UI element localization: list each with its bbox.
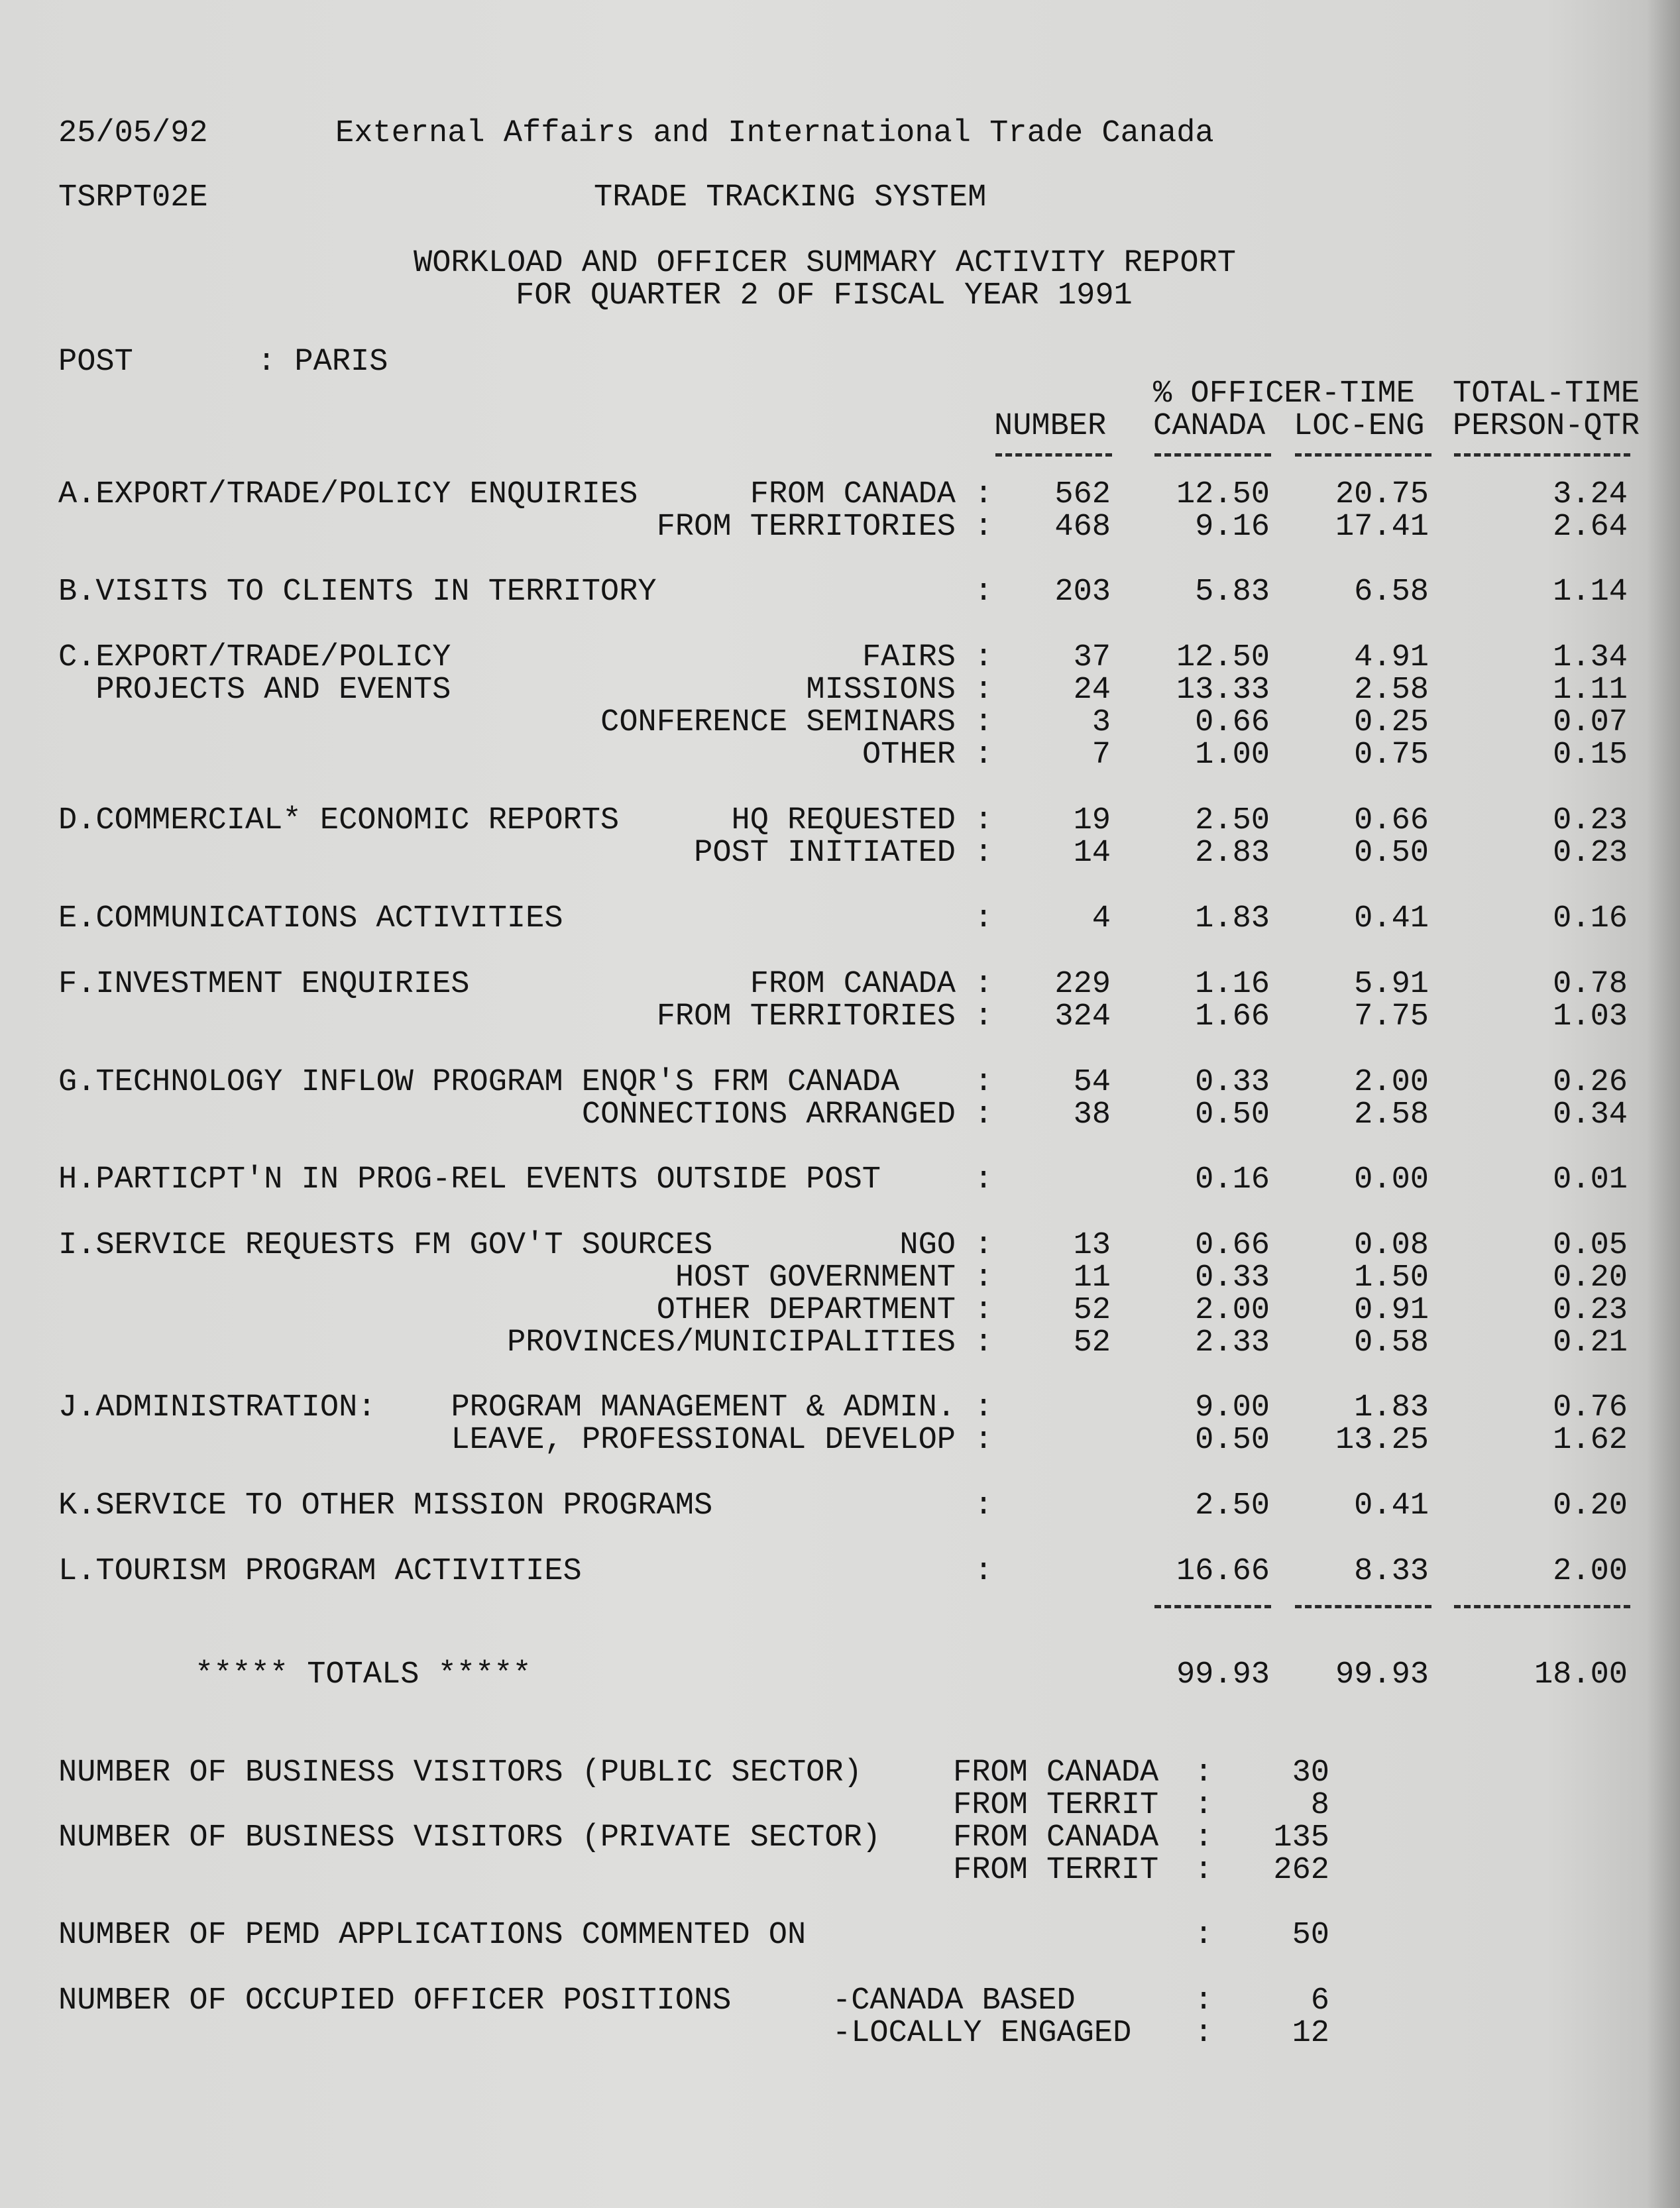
row-person-qtr: 2.64 [1553, 510, 1628, 545]
totals-rule-loceng [1295, 1605, 1431, 1608]
footer-value: 8 [1310, 1788, 1329, 1823]
row-label: H.PARTICPT'N IN PROG-REL EVENTS OUTSIDE POST [58, 1162, 881, 1197]
row-canada-pct: 12.50 [1176, 477, 1270, 512]
row-sublabel: PROVINCES/MUNICIPALITIES [507, 1325, 956, 1360]
row-colon: : [974, 1293, 993, 1328]
row-number: 38 [1073, 1097, 1111, 1132]
row-label: B.VISITS TO CLIENTS IN TERRITORY [58, 575, 657, 610]
footer-sublabel: FROM TERRIT [953, 1788, 1159, 1823]
report-date: 25/05/92 [58, 116, 208, 151]
row-person-qtr: 0.16 [1553, 901, 1628, 936]
row-colon: : [974, 705, 993, 740]
row-number: 13 [1073, 1228, 1111, 1263]
row-number: 324 [1054, 999, 1111, 1034]
person-qtr-column-header: PERSON-QTR [1453, 409, 1640, 444]
row-loceng-pct: 0.41 [1354, 1488, 1429, 1523]
loceng-column-header: LOC-ENG [1294, 409, 1425, 444]
row-loceng-pct: 17.41 [1335, 510, 1429, 545]
row-label: G.TECHNOLOGY INFLOW PROGRAM ENQR'S FRM CANADA [58, 1065, 900, 1100]
row-label: F.INVESTMENT ENQUIRIES [58, 967, 470, 1002]
officer-time-header: % OFFICER-TIME [1153, 376, 1415, 412]
row-loceng-pct: 0.66 [1354, 803, 1429, 838]
totals-loceng: 99.93 [1335, 1657, 1429, 1692]
row-colon: : [974, 575, 993, 610]
row-number: 52 [1073, 1325, 1111, 1360]
row-person-qtr: 0.23 [1553, 803, 1628, 838]
row-colon: : [974, 673, 993, 708]
row-loceng-pct: 20.75 [1335, 477, 1429, 512]
canada-column-header: CANADA [1153, 409, 1266, 444]
footer-colon: : [1194, 1853, 1213, 1888]
row-colon: : [974, 640, 993, 675]
row-person-qtr: 0.21 [1553, 1325, 1628, 1360]
row-person-qtr: 1.03 [1553, 999, 1628, 1034]
row-canada-pct: 2.50 [1195, 1488, 1270, 1523]
row-label: PROJECTS AND EVENTS [58, 673, 451, 708]
row-label: C.EXPORT/TRADE/POLICY [58, 640, 451, 675]
row-loceng-pct: 0.91 [1354, 1293, 1429, 1328]
row-colon: : [974, 1554, 993, 1589]
row-canada-pct: 0.33 [1195, 1260, 1270, 1296]
row-colon: : [974, 1390, 993, 1425]
footer-value: 30 [1292, 1755, 1329, 1791]
totals-rule-canada [1154, 1605, 1271, 1608]
row-canada-pct: 2.33 [1195, 1325, 1270, 1360]
row-loceng-pct: 0.00 [1354, 1162, 1429, 1197]
row-sublabel: NGO [899, 1228, 956, 1263]
row-loceng-pct: 2.00 [1354, 1065, 1429, 1100]
row-person-qtr: 0.78 [1553, 967, 1628, 1002]
row-colon: : [974, 477, 993, 512]
footer-value: 135 [1273, 1820, 1329, 1855]
row-person-qtr: 0.07 [1553, 705, 1628, 740]
row-number: 24 [1073, 673, 1111, 708]
footer-label: NUMBER OF BUSINESS VISITORS (PUBLIC SECTOR) [58, 1755, 862, 1791]
row-number: 54 [1073, 1065, 1111, 1100]
row-number: 19 [1073, 803, 1111, 838]
row-sublabel: FROM TERRITORIES [656, 510, 956, 545]
row-loceng-pct: 0.75 [1354, 738, 1429, 773]
row-canada-pct: 16.66 [1176, 1554, 1270, 1589]
header-underline-loceng [1295, 453, 1431, 457]
row-label: I.SERVICE REQUESTS FM GOV'T SOURCES [58, 1228, 713, 1263]
row-label: A.EXPORT/TRADE/POLICY ENQUIRIES [58, 477, 638, 512]
row-number: 229 [1054, 967, 1111, 1002]
header-underline-canada [1154, 453, 1271, 457]
row-sublabel: PROGRAM MANAGEMENT & ADMIN. [451, 1390, 956, 1425]
row-colon: : [974, 836, 993, 871]
totals-rule-person [1454, 1605, 1630, 1608]
row-person-qtr: 0.20 [1553, 1488, 1628, 1523]
row-loceng-pct: 4.91 [1354, 640, 1429, 675]
organization-name: External Affairs and International Trade Canada [335, 116, 1214, 151]
row-sublabel: FAIRS [862, 640, 956, 675]
row-canada-pct: 0.16 [1195, 1162, 1270, 1197]
row-person-qtr: 1.14 [1553, 575, 1628, 610]
row-person-qtr: 1.11 [1553, 673, 1628, 708]
report-title: WORKLOAD AND OFFICER SUMMARY ACTIVITY REPORT [414, 246, 1237, 281]
totals-person-qtr: 18.00 [1534, 1657, 1628, 1692]
row-label: J.ADMINISTRATION: [58, 1390, 376, 1425]
row-loceng-pct: 1.83 [1354, 1390, 1429, 1425]
row-loceng-pct: 8.33 [1354, 1554, 1429, 1589]
footer-label: NUMBER OF BUSINESS VISITORS (PRIVATE SECTOR) [58, 1820, 881, 1855]
row-sublabel: CONFERENCE SEMINARS [600, 705, 956, 740]
row-canada-pct: 9.16 [1195, 510, 1270, 545]
row-number: 52 [1073, 1293, 1111, 1328]
report-code: TSRPT02E [58, 180, 208, 215]
system-name: TRADE TRACKING SYSTEM [594, 180, 987, 215]
row-loceng-pct: 13.25 [1335, 1423, 1429, 1458]
row-canada-pct: 1.66 [1195, 999, 1270, 1034]
row-colon: : [974, 1325, 993, 1360]
post-value: : PARIS [257, 345, 388, 380]
row-colon: : [974, 999, 993, 1034]
row-colon: : [974, 1097, 993, 1132]
row-label: D.COMMERCIAL* ECONOMIC REPORTS [58, 803, 620, 838]
row-number: 14 [1073, 836, 1111, 871]
footer-sublabel: -LOCALLY ENGAGED [832, 2016, 1132, 2051]
row-sublabel: FROM CANADA [750, 477, 956, 512]
row-label: L.TOURISM PROGRAM ACTIVITIES [58, 1554, 582, 1589]
row-canada-pct: 0.66 [1195, 705, 1270, 740]
row-person-qtr: 2.00 [1553, 1554, 1628, 1589]
footer-colon: : [1194, 1755, 1213, 1791]
footer-label: NUMBER OF OCCUPIED OFFICER POSITIONS [58, 1983, 732, 2018]
footer-colon: : [1194, 2016, 1213, 2051]
report-subtitle: FOR QUARTER 2 OF FISCAL YEAR 1991 [516, 278, 1133, 313]
footer-value: 6 [1310, 1983, 1329, 2018]
footer-value: 12 [1292, 2016, 1329, 2051]
row-canada-pct: 13.33 [1176, 673, 1270, 708]
row-canada-pct: 2.50 [1195, 803, 1270, 838]
row-canada-pct: 0.50 [1195, 1097, 1270, 1132]
row-person-qtr: 1.34 [1553, 640, 1628, 675]
row-loceng-pct: 5.91 [1354, 967, 1429, 1002]
row-canada-pct: 0.66 [1195, 1228, 1270, 1263]
totals-canada: 99.93 [1176, 1657, 1270, 1692]
totals-label: ***** TOTALS ***** [195, 1657, 532, 1692]
row-label: E.COMMUNICATIONS ACTIVITIES [58, 901, 563, 936]
row-sublabel: OTHER DEPARTMENT [656, 1293, 956, 1328]
row-sublabel: MISSIONS [806, 673, 956, 708]
row-number: 562 [1054, 477, 1111, 512]
footer-colon: : [1194, 1820, 1213, 1855]
row-person-qtr: 0.34 [1553, 1097, 1628, 1132]
row-loceng-pct: 0.50 [1354, 836, 1429, 871]
row-colon: : [974, 901, 993, 936]
row-canada-pct: 5.83 [1195, 575, 1270, 610]
row-colon: : [974, 803, 993, 838]
row-canada-pct: 12.50 [1176, 640, 1270, 675]
row-label: K.SERVICE TO OTHER MISSION PROGRAMS [58, 1488, 713, 1523]
row-colon: : [974, 1260, 993, 1296]
footer-label: NUMBER OF PEMD APPLICATIONS COMMENTED ON [58, 1918, 807, 1953]
row-loceng-pct: 2.58 [1354, 673, 1429, 708]
row-person-qtr: 1.62 [1553, 1423, 1628, 1458]
row-person-qtr: 0.76 [1553, 1390, 1628, 1425]
header-underline-number [995, 453, 1112, 457]
row-person-qtr: 0.23 [1553, 1293, 1628, 1328]
row-person-qtr: 0.05 [1553, 1228, 1628, 1263]
row-canada-pct: 9.00 [1195, 1390, 1270, 1425]
row-loceng-pct: 1.50 [1354, 1260, 1429, 1296]
row-loceng-pct: 0.25 [1354, 705, 1429, 740]
row-number: 4 [1092, 901, 1111, 936]
footer-colon: : [1194, 1983, 1213, 2018]
row-number: 7 [1092, 738, 1111, 773]
row-sublabel: LEAVE, PROFESSIONAL DEVELOP [451, 1423, 956, 1458]
footer-sublabel: FROM CANADA [953, 1755, 1159, 1791]
footer-value: 262 [1273, 1853, 1329, 1888]
row-canada-pct: 2.00 [1195, 1293, 1270, 1328]
footer-sublabel: FROM TERRIT [953, 1853, 1159, 1888]
footer-value: 50 [1292, 1918, 1329, 1953]
row-colon: : [974, 967, 993, 1002]
footer-sublabel: FROM CANADA [953, 1820, 1159, 1855]
row-number: 3 [1092, 705, 1111, 740]
row-sublabel: FROM TERRITORIES [656, 999, 956, 1034]
row-loceng-pct: 0.08 [1354, 1228, 1429, 1263]
row-sublabel: POST INITIATED [694, 836, 956, 871]
row-person-qtr: 0.23 [1553, 836, 1628, 871]
row-loceng-pct: 0.41 [1354, 901, 1429, 936]
row-colon: : [974, 1065, 993, 1100]
row-loceng-pct: 6.58 [1354, 575, 1429, 610]
row-person-qtr: 0.26 [1553, 1065, 1628, 1100]
row-colon: : [974, 1423, 993, 1458]
row-colon: : [974, 738, 993, 773]
number-column-header: NUMBER [994, 409, 1107, 444]
row-canada-pct: 0.33 [1195, 1065, 1270, 1100]
row-sublabel: OTHER [862, 738, 956, 773]
row-sublabel: CONNECTIONS ARRANGED [581, 1097, 956, 1132]
row-person-qtr: 3.24 [1553, 477, 1628, 512]
row-canada-pct: 1.16 [1195, 967, 1270, 1002]
row-colon: : [974, 1488, 993, 1523]
total-time-header: TOTAL-TIME [1453, 376, 1640, 412]
row-number: 468 [1054, 510, 1111, 545]
row-sublabel: FROM CANADA [750, 967, 956, 1002]
row-person-qtr: 0.01 [1553, 1162, 1628, 1197]
row-canada-pct: 1.83 [1195, 901, 1270, 936]
row-colon: : [974, 1228, 993, 1263]
row-sublabel: HQ REQUESTED [731, 803, 956, 838]
footer-colon: : [1194, 1918, 1213, 1953]
row-person-qtr: 0.15 [1553, 738, 1628, 773]
row-canada-pct: 0.50 [1195, 1423, 1270, 1458]
row-canada-pct: 2.83 [1195, 836, 1270, 871]
row-loceng-pct: 2.58 [1354, 1097, 1429, 1132]
footer-colon: : [1194, 1788, 1213, 1823]
row-loceng-pct: 0.58 [1354, 1325, 1429, 1360]
row-loceng-pct: 7.75 [1354, 999, 1429, 1034]
row-number: 37 [1073, 640, 1111, 675]
row-number: 11 [1073, 1260, 1111, 1296]
row-person-qtr: 0.20 [1553, 1260, 1628, 1296]
header-underline-person [1454, 453, 1630, 457]
row-sublabel: HOST GOVERNMENT [675, 1260, 956, 1296]
footer-sublabel: -CANADA BASED [832, 1983, 1076, 2018]
post-label: POST [58, 345, 133, 380]
row-colon: : [974, 510, 993, 545]
row-colon: : [974, 1162, 993, 1197]
row-number: 203 [1054, 575, 1111, 610]
row-canada-pct: 1.00 [1195, 738, 1270, 773]
